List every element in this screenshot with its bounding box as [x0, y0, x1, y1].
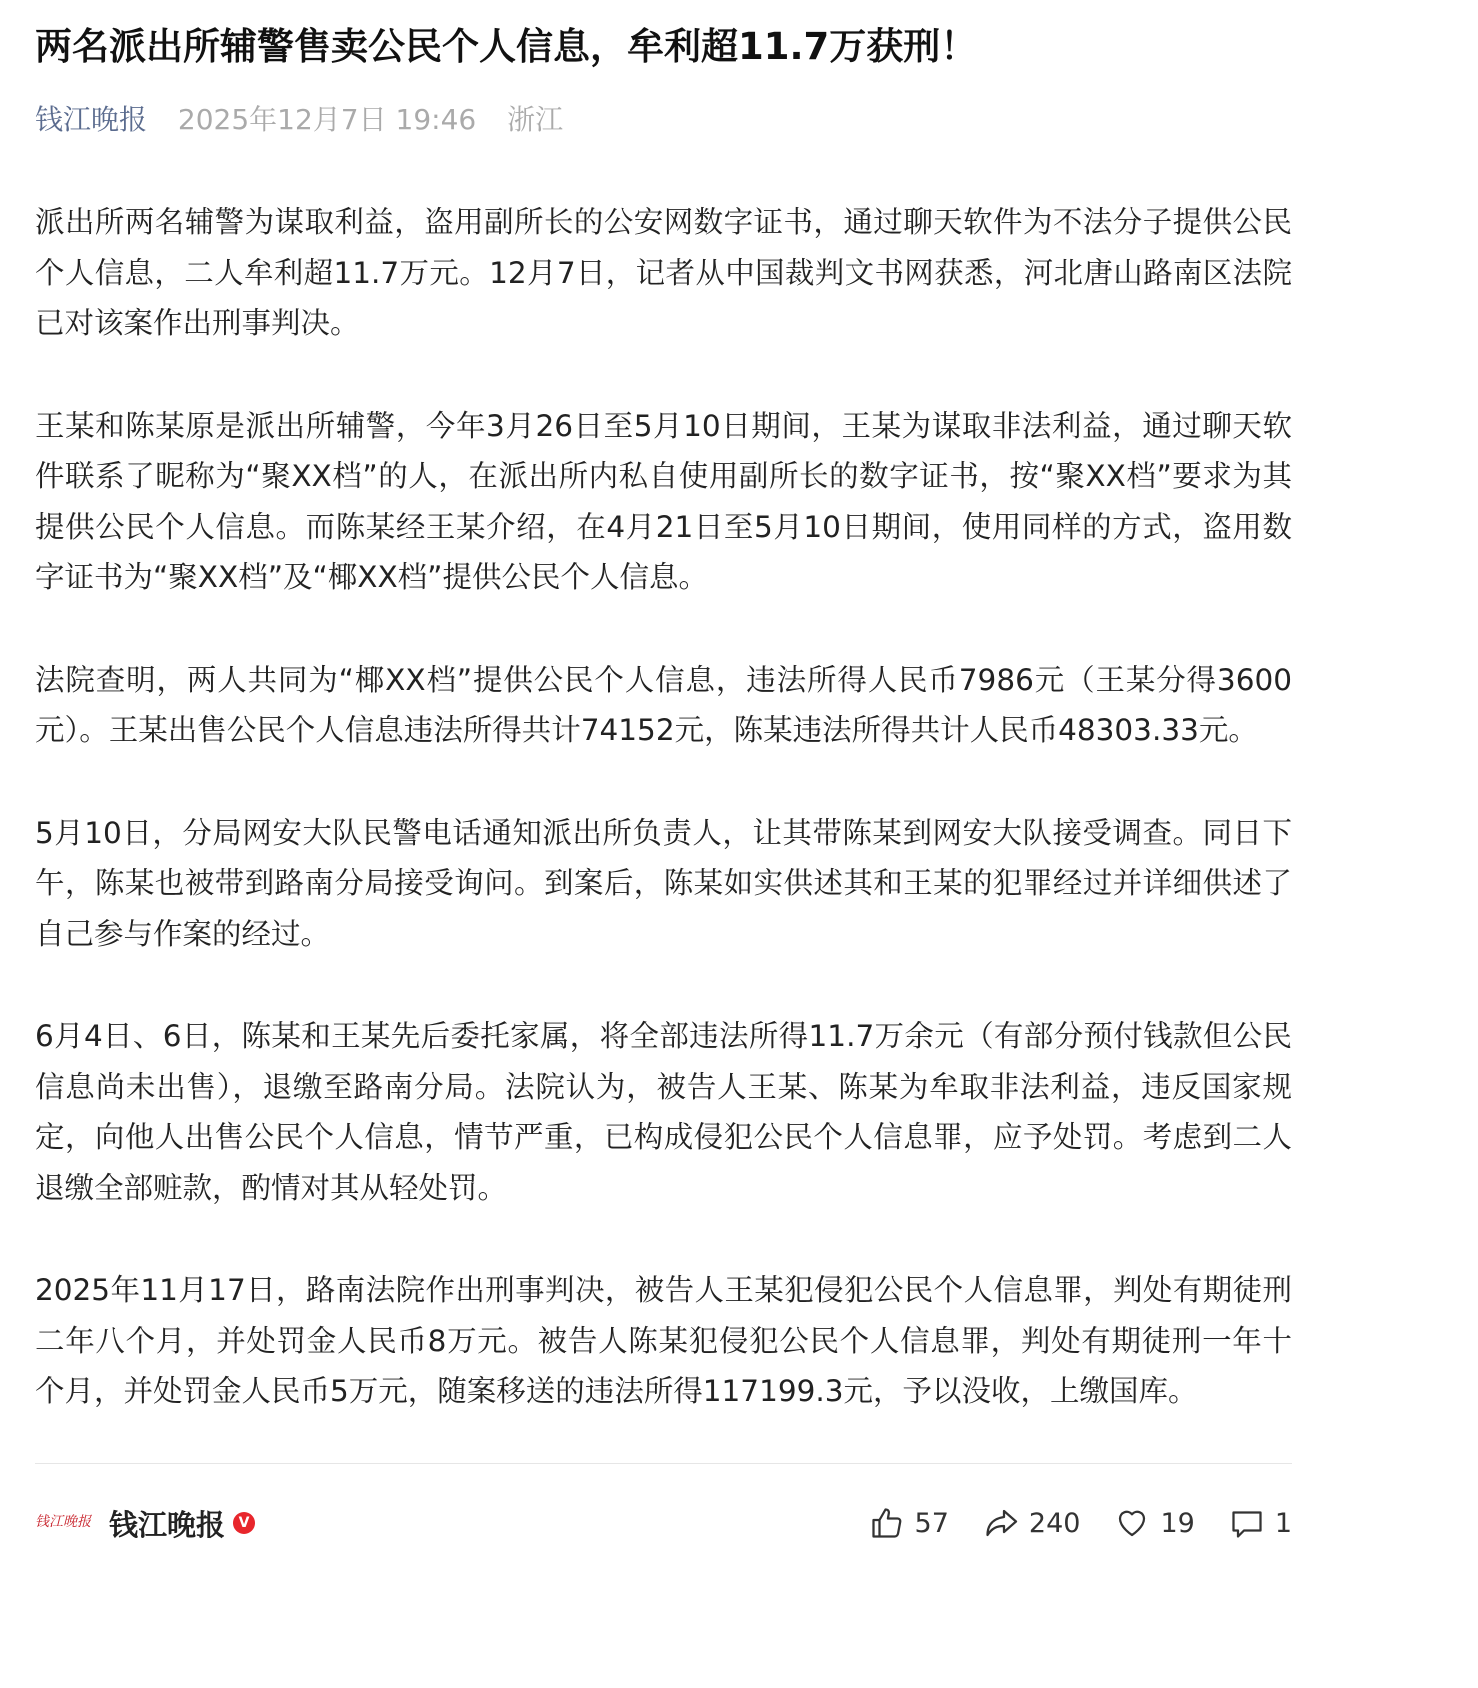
like-count: 57 [914, 1507, 949, 1539]
comment-icon [1229, 1505, 1265, 1541]
paragraph: 王某和陈某原是派出所辅警，今年3月26日至5月10日期间，王某为谋取非法利益，通过聊天软件联系了昵称为“聚XX档”的人，在派出所内私自使用副所长的数字证书，按“聚XX档”要求为其提供公民个人信息。而陈某经王某介绍，在4月21日至5月10日期间，使用同样的方式，盗用数字证书为“聚XX档”及“椰XX档”提供公民个人信息。 [35, 408, 1292, 594]
comment-button[interactable] [1229, 1505, 1292, 1541]
heart-icon [1114, 1505, 1150, 1541]
account-name[interactable]: 钱江晚报 [109, 1507, 226, 1542]
action-bar [869, 1505, 1292, 1541]
paragraph: 法院查明，两人共同为“椰XX档”提供公民个人信息，违法所得人民币7986元（王某分得3600元）。王某出售公民个人信息违法所得共计74152元，陈某违法所得共计人民币48303.33元。 [35, 662, 1292, 747]
share-button[interactable] [983, 1505, 1081, 1541]
paragraph: 2025年11月17日，路南法院作出刑事判决，被告人王某犯侵犯公民个人信息罪，判处有期徒刑二年八个月，并处罚金人民币8万元。被告人陈某犯侵犯公民个人信息罪，判处有期徒刑一年十个月，并处罚金人民币5万元，随案移送的违法所得117199.3元，予以没收，上缴国库。 [35, 1273, 1292, 1408]
article-title: 两名派出所辅警售卖公民个人信息，牟利超11.7万获刑！ [35, 25, 978, 68]
article-meta [35, 100, 563, 140]
article-body [35, 197, 1292, 1469]
share-icon [983, 1505, 1019, 1541]
comment-count: 1 [1274, 1507, 1292, 1539]
footer-bar [35, 1498, 1292, 1548]
share-count: 240 [1028, 1507, 1081, 1539]
location: 浙江 [507, 103, 564, 136]
paragraph: 6月4日、6日，陈某和王某先后委托家属，将全部违法所得11.7万余元（有部分预付钱款但公民信息尚未出售），退缴至路南分局。法院认为，被告人王某、陈某为牟取非法利益，违反国家规定，向他人出售公民个人信息，情节严重，已构成侵犯公民个人信息罪，应予处罚。考虑到二人退缴全部赃款，酌情对其从轻处罚。 [35, 1019, 1292, 1205]
source-link[interactable]: 钱江晚报 [35, 103, 148, 136]
account-logo[interactable]: 钱江晚报 [35, 1514, 91, 1530]
divider [35, 1463, 1292, 1464]
paragraph: 5月10日，分局网安大队民警电话通知派出所负责人，让其带陈某到网安大队接受调查。同日下午，陈某也被带到路南分局接受询问。到案后，陈某如实供述其和王某的犯罪经过并详细供述了自己参与作案的经过。 [35, 815, 1292, 951]
paragraph: 派出所两名辅警为谋取利益，盗用副所长的公安网数字证书，通过聊天软件为不法分子提供公民个人信息，二人牟利超11.7万元。12月7日，记者从中国裁判文书网获悉，河北唐山路南区法院已对该案作出刑事判决。 [35, 205, 1292, 340]
thumbs-up-icon [869, 1505, 905, 1541]
like-button[interactable] [869, 1505, 949, 1541]
publish-time: 2025年12月7日 19:46 [177, 103, 477, 136]
verified-badge: V [233, 1512, 255, 1534]
favorite-button[interactable] [1114, 1505, 1194, 1541]
favorite-count: 19 [1160, 1507, 1195, 1539]
